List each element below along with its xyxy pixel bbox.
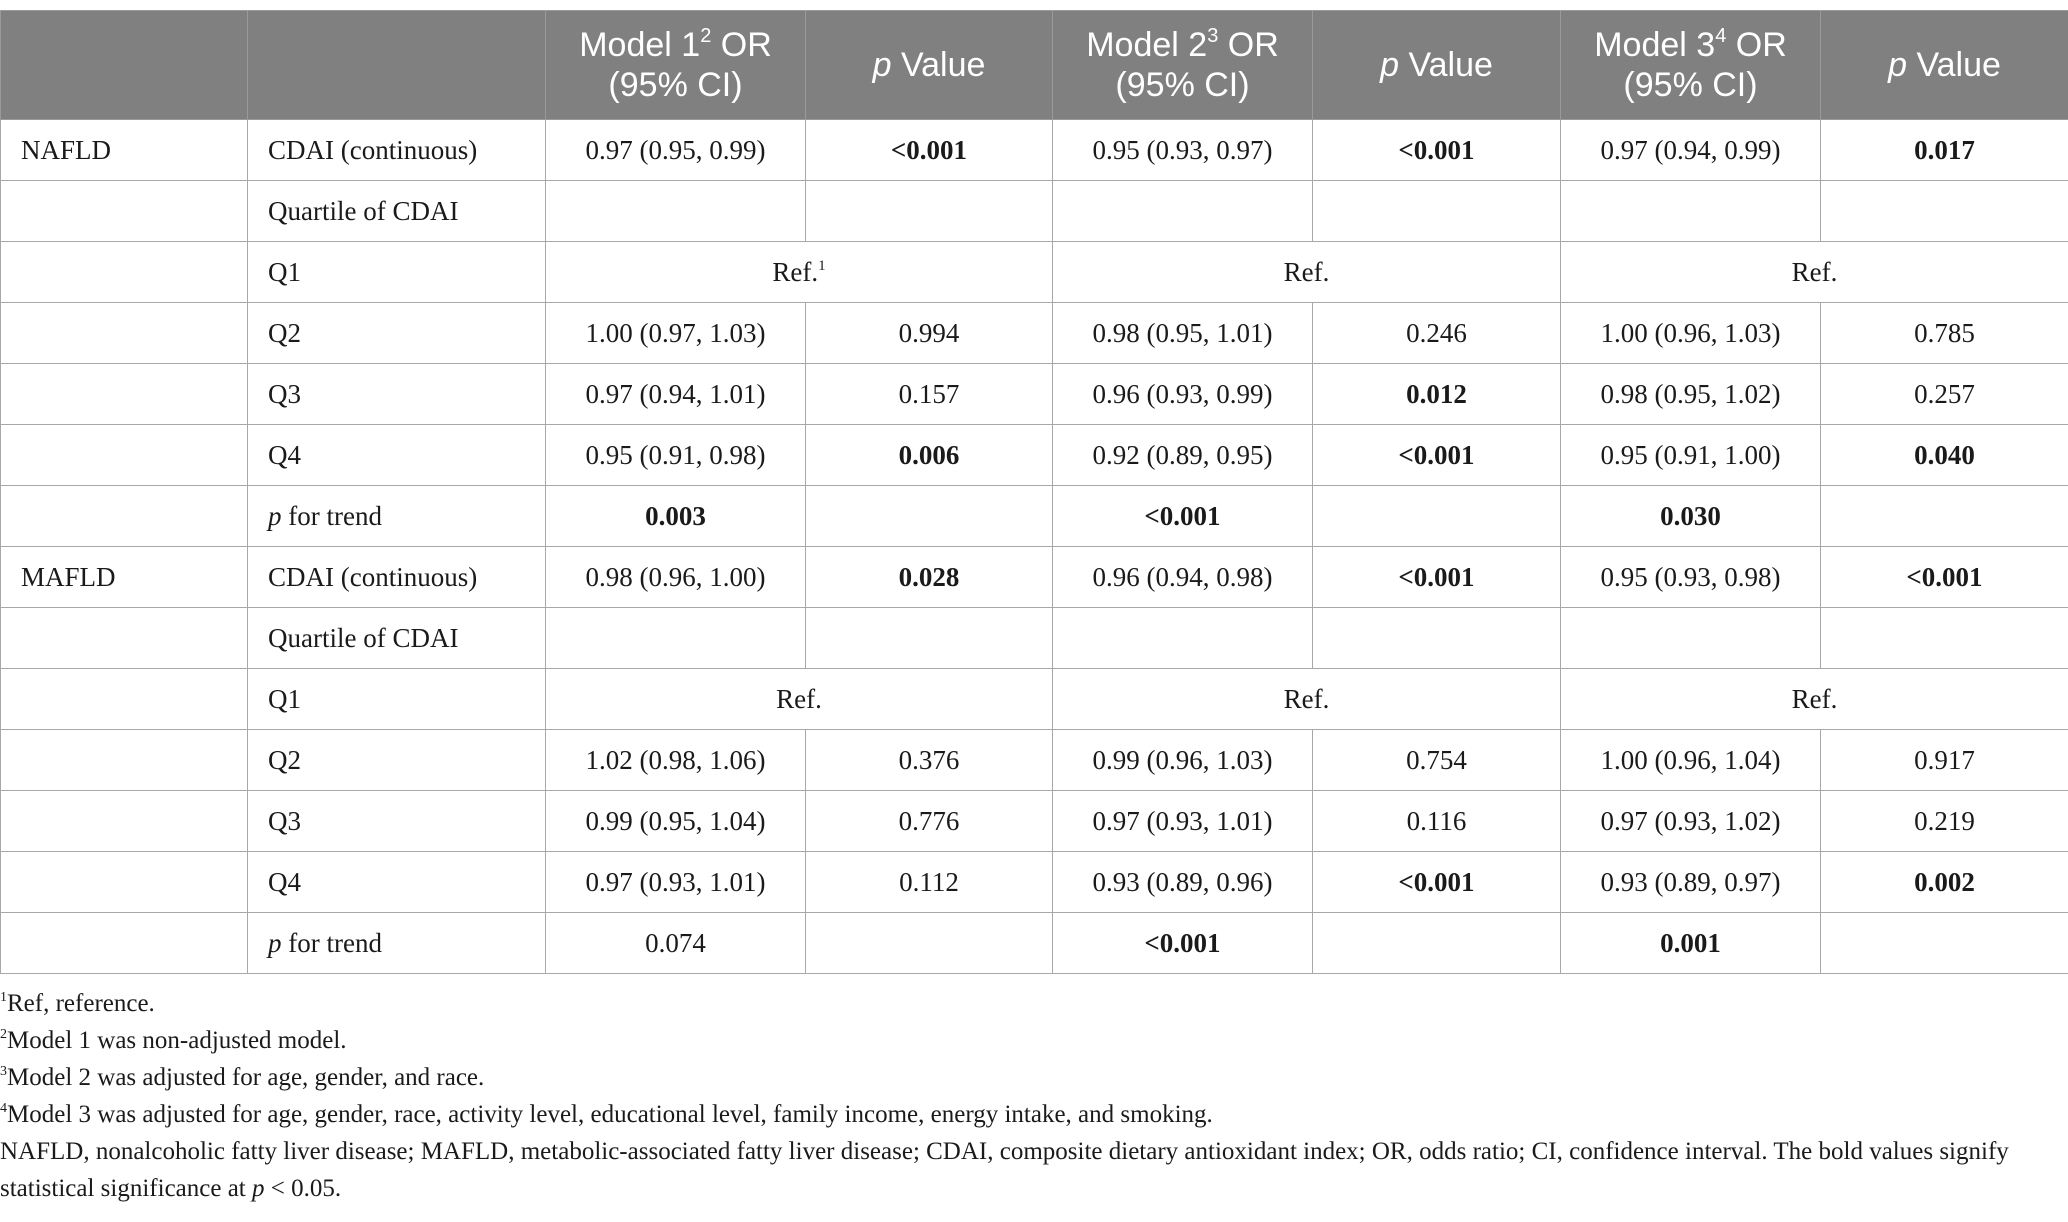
table-row — [1, 181, 2068, 242]
row-label: Q2 — [248, 730, 546, 791]
header-model3-or: Model $3^4$ OR (95% CI) — [1561, 11, 1821, 120]
empty-cell — [1, 669, 248, 730]
empty-cell — [1, 303, 248, 364]
model1-ref-cell: Ref. — [546, 669, 1053, 730]
model3-ref-cell: Ref. — [1561, 669, 2068, 730]
model2-ref-cell: Ref. — [1053, 242, 1561, 303]
empty-cell — [1821, 486, 2068, 547]
row-label: Q3 — [248, 791, 546, 852]
table-body — [1, 120, 2068, 974]
row-label: CDAI (continuous) — [248, 547, 546, 608]
model1-or-cell: 0.99 (0.95, 1.04) — [546, 791, 806, 852]
row-label: Q1 — [248, 242, 546, 303]
row-label: Q3 — [248, 364, 546, 425]
model3-or-cell: 0.93 (0.89, 0.97) — [1561, 852, 1821, 913]
footnotes — [0, 985, 2060, 1207]
table-row — [1, 852, 2068, 913]
model1-or-cell: 1.02 (0.98, 1.06) — [546, 730, 806, 791]
row-label: Q4 — [248, 852, 546, 913]
model3-or-cell: 0.98 (0.95, 1.02) — [1561, 364, 1821, 425]
row-label: Quartile of CDAI — [248, 608, 546, 669]
row-label: Quartile of CDAI — [248, 181, 546, 242]
model2-or-cell: 0.92 (0.89, 0.95) — [1053, 425, 1313, 486]
footnote-1: $^1$Ref, reference. — [0, 990, 155, 1017]
row-label: CDAI (continuous) — [248, 120, 546, 181]
header-model1-or: Model $1^2$ OR (95% CI) — [546, 11, 806, 120]
model3-p-cell: <0.001 — [1821, 547, 2068, 608]
model1-p-cell: 0.376 — [806, 730, 1053, 791]
header-model3-p: p Value — [1821, 11, 2068, 120]
model2-p-cell: <0.001 — [1313, 547, 1561, 608]
model3-trend-cell: 0.001 — [1561, 913, 1821, 974]
table-row — [1, 669, 2068, 730]
empty-cell — [806, 181, 1053, 242]
empty-cell — [1313, 181, 1561, 242]
model3-p-cell: 0.040 — [1821, 425, 2068, 486]
header-model2-or: Model $2^3$ OR (95% CI) — [1053, 11, 1313, 120]
model1-ref-cell: Ref.$^1$ — [546, 242, 1053, 303]
model1-p-cell: 0.776 — [806, 791, 1053, 852]
empty-cell — [806, 608, 1053, 669]
model2-or-cell: 0.95 (0.93, 0.97) — [1053, 120, 1313, 181]
empty-cell — [806, 913, 1053, 974]
table-row — [1, 242, 2068, 303]
empty-cell — [1821, 608, 2068, 669]
model3-or-cell: 1.00 (0.96, 1.03) — [1561, 303, 1821, 364]
empty-cell — [1, 242, 248, 303]
model1-p-cell: 0.028 — [806, 547, 1053, 608]
table-row — [1, 303, 2068, 364]
model2-trend-cell: <0.001 — [1053, 486, 1313, 547]
model3-or-cell: 1.00 (0.96, 1.04) — [1561, 730, 1821, 791]
model1-or-cell: 0.97 (0.94, 1.01) — [546, 364, 806, 425]
row-label: Q4 — [248, 425, 546, 486]
model1-trend-cell: 0.074 — [546, 913, 806, 974]
row-label: Q1 — [248, 669, 546, 730]
results-table — [0, 10, 2068, 974]
empty-cell — [1, 425, 248, 486]
model1-p-cell: 0.112 — [806, 852, 1053, 913]
model1-or-cell: 1.00 (0.97, 1.03) — [546, 303, 806, 364]
empty-cell — [1, 486, 248, 547]
model3-ref-cell: Ref. — [1561, 242, 2068, 303]
model3-p-cell: 0.785 — [1821, 303, 2068, 364]
row-label: Q2 — [248, 303, 546, 364]
model1-trend-cell: 0.003 — [546, 486, 806, 547]
row-label: p for trend — [248, 913, 546, 974]
table-row — [1, 791, 2068, 852]
model1-or-cell: 0.98 (0.96, 1.00) — [546, 547, 806, 608]
results-table-container — [0, 10, 2068, 974]
model2-p-cell: 0.754 — [1313, 730, 1561, 791]
model2-p-cell: <0.001 — [1313, 425, 1561, 486]
empty-cell — [1, 608, 248, 669]
table-row — [1, 547, 2068, 608]
model2-or-cell: 0.98 (0.95, 1.01) — [1053, 303, 1313, 364]
model2-or-cell: 0.96 (0.94, 0.98) — [1053, 547, 1313, 608]
empty-cell — [1821, 181, 2068, 242]
model2-or-cell: 0.93 (0.89, 0.96) — [1053, 852, 1313, 913]
empty-cell — [1, 913, 248, 974]
empty-cell — [806, 486, 1053, 547]
header-model1-p: p Value — [806, 11, 1053, 120]
model1-p-cell: 0.006 — [806, 425, 1053, 486]
model2-p-cell: 0.012 — [1313, 364, 1561, 425]
model2-trend-cell: <0.001 — [1053, 913, 1313, 974]
footnote-2: $^2$Model 1 was non-adjusted model. — [0, 1027, 347, 1054]
model3-p-cell: 0.002 — [1821, 852, 2068, 913]
model2-or-cell: 0.96 (0.93, 0.99) — [1053, 364, 1313, 425]
header-blank-1 — [1, 11, 248, 120]
table-row — [1, 364, 2068, 425]
empty-cell — [1, 181, 248, 242]
model3-or-cell: 0.97 (0.94, 0.99) — [1561, 120, 1821, 181]
empty-cell — [1561, 608, 1821, 669]
row-label: p for trend — [248, 486, 546, 547]
model1-p-cell: 0.994 — [806, 303, 1053, 364]
model1-or-cell: 0.97 (0.93, 1.01) — [546, 852, 806, 913]
model3-trend-cell: 0.030 — [1561, 486, 1821, 547]
model1-p-cell: <0.001 — [806, 120, 1053, 181]
empty-cell — [1, 364, 248, 425]
footnote-3: $^3$Model 2 was adjusted for age, gender, and race. — [0, 1064, 485, 1091]
table-row — [1, 730, 2068, 791]
empty-cell — [1561, 181, 1821, 242]
model3-p-cell: 0.219 — [1821, 791, 2068, 852]
model3-or-cell: 0.97 (0.93, 1.02) — [1561, 791, 1821, 852]
table-row — [1, 425, 2068, 486]
group-label-mafld: MAFLD — [1, 547, 248, 608]
group-label-nafld: NAFLD — [1, 120, 248, 181]
model2-p-cell: <0.001 — [1313, 120, 1561, 181]
model2-ref-cell: Ref. — [1053, 669, 1561, 730]
empty-cell — [1313, 608, 1561, 669]
model2-or-cell: 0.99 (0.96, 1.03) — [1053, 730, 1313, 791]
empty-cell — [1313, 913, 1561, 974]
model3-or-cell: 0.95 (0.93, 0.98) — [1561, 547, 1821, 608]
model3-p-cell: 0.017 — [1821, 120, 2068, 181]
model1-or-cell: 0.95 (0.91, 0.98) — [546, 425, 806, 486]
empty-cell — [1, 791, 248, 852]
table-row — [1, 120, 2068, 181]
table-row — [1, 913, 2068, 974]
model3-p-cell: 0.917 — [1821, 730, 2068, 791]
table-row — [1, 486, 2068, 547]
empty-cell — [1053, 608, 1313, 669]
table-row — [1, 608, 2068, 669]
model1-or-cell: 0.97 (0.95, 0.99) — [546, 120, 806, 181]
model2-p-cell: 0.246 — [1313, 303, 1561, 364]
model2-or-cell: 0.97 (0.93, 1.01) — [1053, 791, 1313, 852]
empty-cell — [1053, 181, 1313, 242]
model1-p-cell: 0.157 — [806, 364, 1053, 425]
header-blank-2 — [248, 11, 546, 120]
empty-cell — [1, 730, 248, 791]
empty-cell — [546, 181, 806, 242]
header-model2-p: p Value — [1313, 11, 1561, 120]
empty-cell — [1821, 913, 2068, 974]
empty-cell — [1, 852, 248, 913]
empty-cell — [1313, 486, 1561, 547]
model3-or-cell: 0.95 (0.91, 1.00) — [1561, 425, 1821, 486]
footnote-4: $^4$Model 3 was adjusted for age, gender, race, activity level, educational level, family income, energy intake, and smoking. — [0, 1101, 1213, 1128]
empty-cell — [546, 608, 806, 669]
model2-p-cell: 0.116 — [1313, 791, 1561, 852]
model3-p-cell: 0.257 — [1821, 364, 2068, 425]
model2-p-cell: <0.001 — [1313, 852, 1561, 913]
table-header — [1, 11, 2068, 120]
header-row — [1, 11, 2068, 120]
footnote-abbreviations: NAFLD, nonalcoholic fatty liver disease; MAFLD, metabolic-associated fatty liver disease; CDAI, composite dietary antioxidant index; OR, odds ratio; CI, confidence interval. The bold values signify statistical significance at p < 0.05. — [0, 1138, 2009, 1202]
